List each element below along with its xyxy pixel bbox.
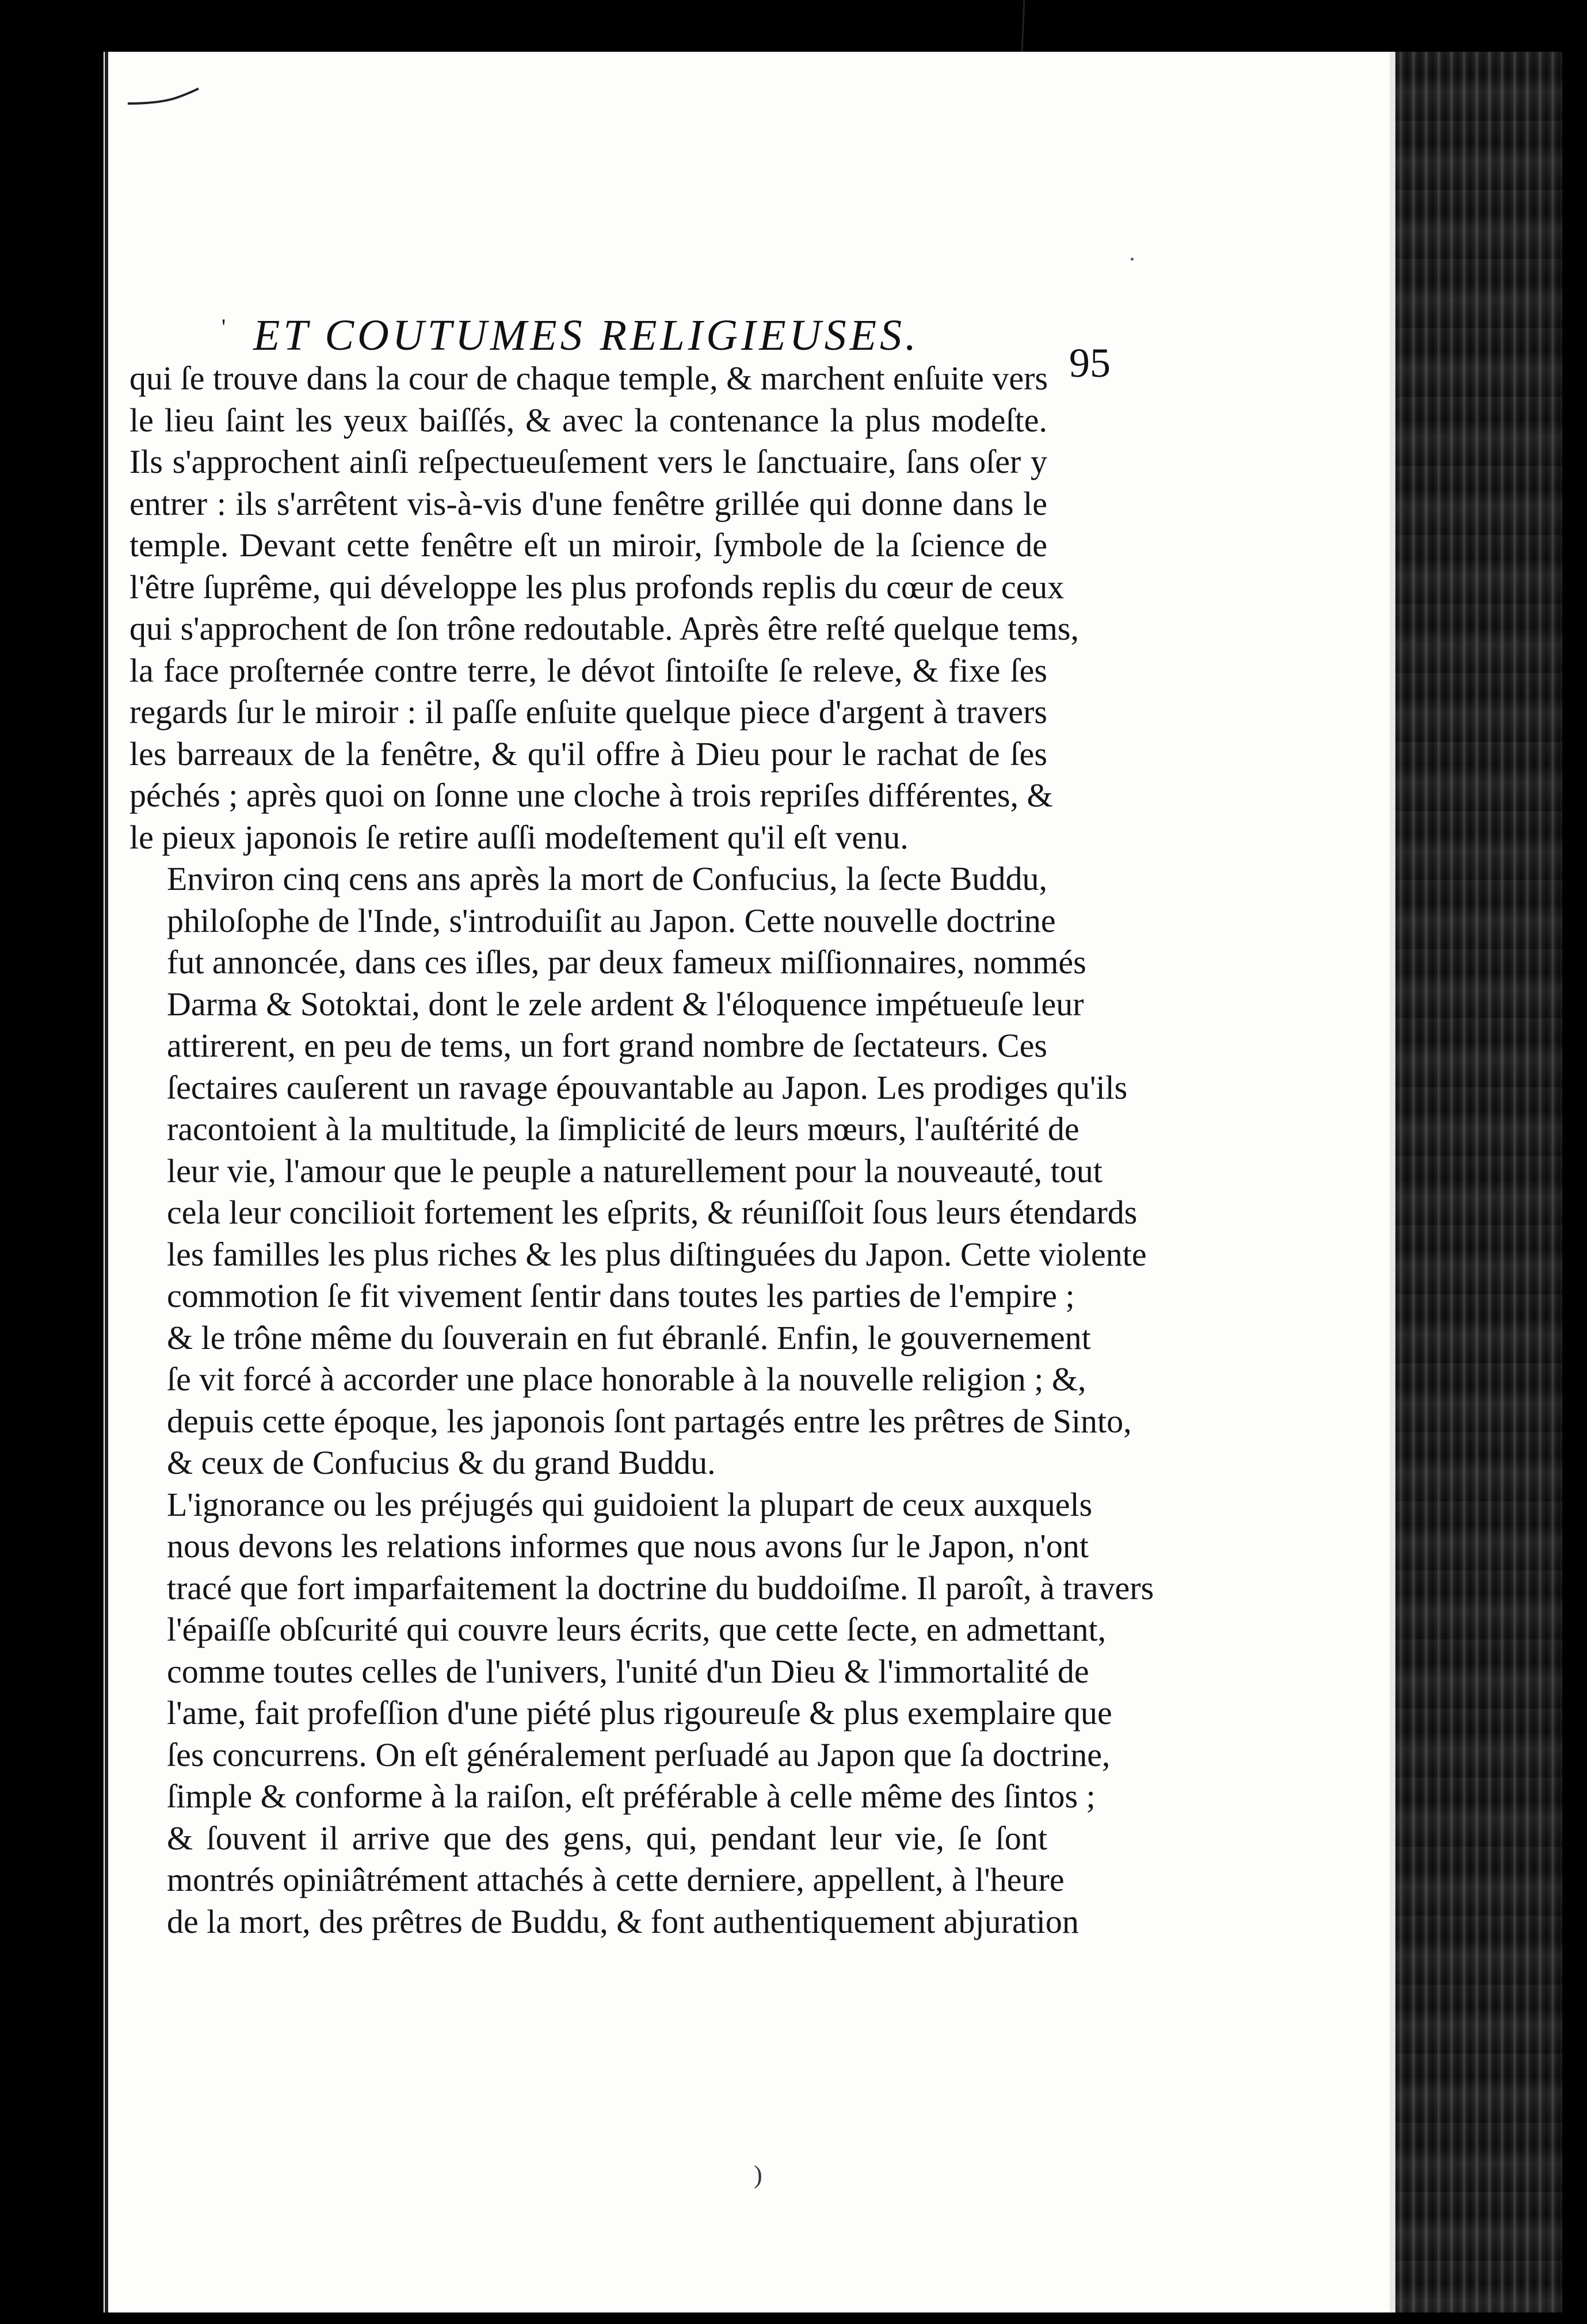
- text-line: regards ſur le miroir : il paſſe enſuite quelque piece d'argent à travers: [129, 693, 1047, 731]
- text-line: qui ſe trouve dans la cour de chaque temple, & marchent enſuite vers: [129, 360, 1048, 397]
- text-line: de la mort, des prêtres de Buddu, & font authentiquement abjuration: [167, 1902, 1079, 1940]
- text-line: péchés ; après quoi on ſonne une cloche à trois repriſes différentes, &: [129, 777, 1053, 814]
- text-line: & ceux de Confucius & du grand Buddu.: [167, 1444, 716, 1481]
- text-line: & ſouvent il arrive que des gens, qui, pendant leur vie, ſe ſont: [167, 1819, 1047, 1857]
- text-line: nous devons les relations informes que nous avons ſur le Japon, n'ont: [167, 1527, 1089, 1565]
- text-line: le lieu ſaint les yeux baiſſés, & avec la contenance la plus modeſte.: [129, 401, 1047, 439]
- text-line: Environ cinq cens ans après la mort de Confucius, la ſecte Buddu,: [167, 860, 1047, 897]
- paragraph-3: [129, 1484, 1154, 1943]
- text-line: Darma & Sotoktai, dont le zele ardent & l'éloquence impétueuſe leur: [167, 985, 1084, 1023]
- text-line: ſe vit forcé à accorder une place honorable à la nouvelle religion ; &,: [167, 1360, 1086, 1398]
- text-line: depuis cette époque, les japonois ſont partagés entre les prêtres de Sinto,: [167, 1402, 1132, 1440]
- paragraph-1: [129, 358, 1079, 858]
- text-line: les barreaux de la fenêtre, & qu'il offre à Dieu pour le rachat de ſes: [129, 735, 1047, 773]
- page-number: 95: [1069, 340, 1111, 386]
- text-line: ſes concurrens. On eſt généralement perſuadé au Japon que ſa doctrine,: [167, 1736, 1111, 1773]
- text-line: ſectaires cauſerent un ravage épouvantable au Japon. Les prodiges qu'ils: [167, 1068, 1128, 1106]
- text-line: commotion ſe fit vivement ſentir dans toutes les parties de l'empire ;: [167, 1277, 1075, 1314]
- running-head: ET COUTUMES RELIGIEUSES.: [253, 311, 920, 360]
- text-line: entrer : ils s'arrêtent vis-à-vis d'une fenêtre grillée qui donne dans le: [129, 484, 1047, 522]
- text-line: racontoient à la multitude, la ſimplicité de leurs mœurs, l'auſtérité de: [167, 1110, 1079, 1148]
- text-line: l'ame, fait profeſſion d'une piété plus rigoureuſe & plus exemplaire que: [167, 1694, 1112, 1731]
- text-line: ſimple & conforme à la raiſon, eſt préférable à celle même des ſintos ;: [167, 1778, 1096, 1815]
- footer-mark: ): [754, 2161, 762, 2189]
- running-head-mark: ': [222, 314, 226, 340]
- text-line: temple. Devant cette fenêtre eſt un miroir, ſymbole de la ſcience de: [129, 526, 1047, 564]
- text-line: l'être ſuprême, qui développe les plus profonds replis du cœur de ceux: [129, 568, 1065, 606]
- book-edge: [1395, 52, 1562, 2312]
- text-line: L'ignorance ou les préjugés qui guidoient la plupart de ceux auxquels: [167, 1485, 1093, 1523]
- text-line: & le trône même du ſouverain en fut ébranlé. Enfin, le gouvernement: [167, 1318, 1091, 1356]
- text-line: tracé que fort imparfaitement la doctrine du buddoiſme. Il paroît, à travers: [167, 1569, 1154, 1607]
- binding-tick-mark: [1018, 0, 1027, 52]
- text-line: le pieux japonois ſe retire auſſi modeſtement qu'il eſt venu.: [129, 818, 909, 856]
- text-line: Ils s'approchent ainſi reſpectueuſement vers le ſanctuaire, ſans oſer y: [129, 443, 1047, 480]
- text-line: l'épaiſſe obſcurité qui couvre leurs écrits, que cette ſecte, en admettant,: [167, 1611, 1107, 1648]
- text-line: leur vie, l'amour que le peuple a naturellement pour la nouveauté, tout: [167, 1152, 1102, 1190]
- paragraph-2: [129, 858, 1147, 1484]
- text-line: les familles les plus riches & les plus diſtinguées du Japon. Cette violente: [167, 1235, 1147, 1273]
- text-line: philoſophe de l'Inde, s'introduiſit au Japon. Cette nouvelle doctrine: [167, 901, 1056, 939]
- text-line: cela leur concilioit fortement les eſprits, & réuniſſoit ſous leurs étendards: [167, 1194, 1138, 1231]
- page-left-border: [105, 52, 108, 2312]
- text-line: la face proſternée contre terre, le dévot ſintoiſte ſe releve, & fixe ſes: [129, 651, 1047, 689]
- text-line: comme toutes celles de l'univers, l'unité d'un Dieu & l'immortalité de: [167, 1652, 1089, 1690]
- text-line: montrés opiniâtrément attachés à cette derniere, appellent, à l'heure: [167, 1861, 1065, 1898]
- pen-stroke-mark: [127, 86, 201, 109]
- text-line: qui s'approchent de ſon trône redoutable. Après être reſté quelque tems,: [129, 610, 1079, 647]
- text-line: attirerent, en peu de tems, un fort grand nombre de ſectateurs. Ces: [167, 1027, 1048, 1064]
- ink-speck: [1131, 258, 1134, 261]
- text-line: fut annoncée, dans ces iſles, par deux fameux miſſionnaires, nommés: [167, 943, 1086, 981]
